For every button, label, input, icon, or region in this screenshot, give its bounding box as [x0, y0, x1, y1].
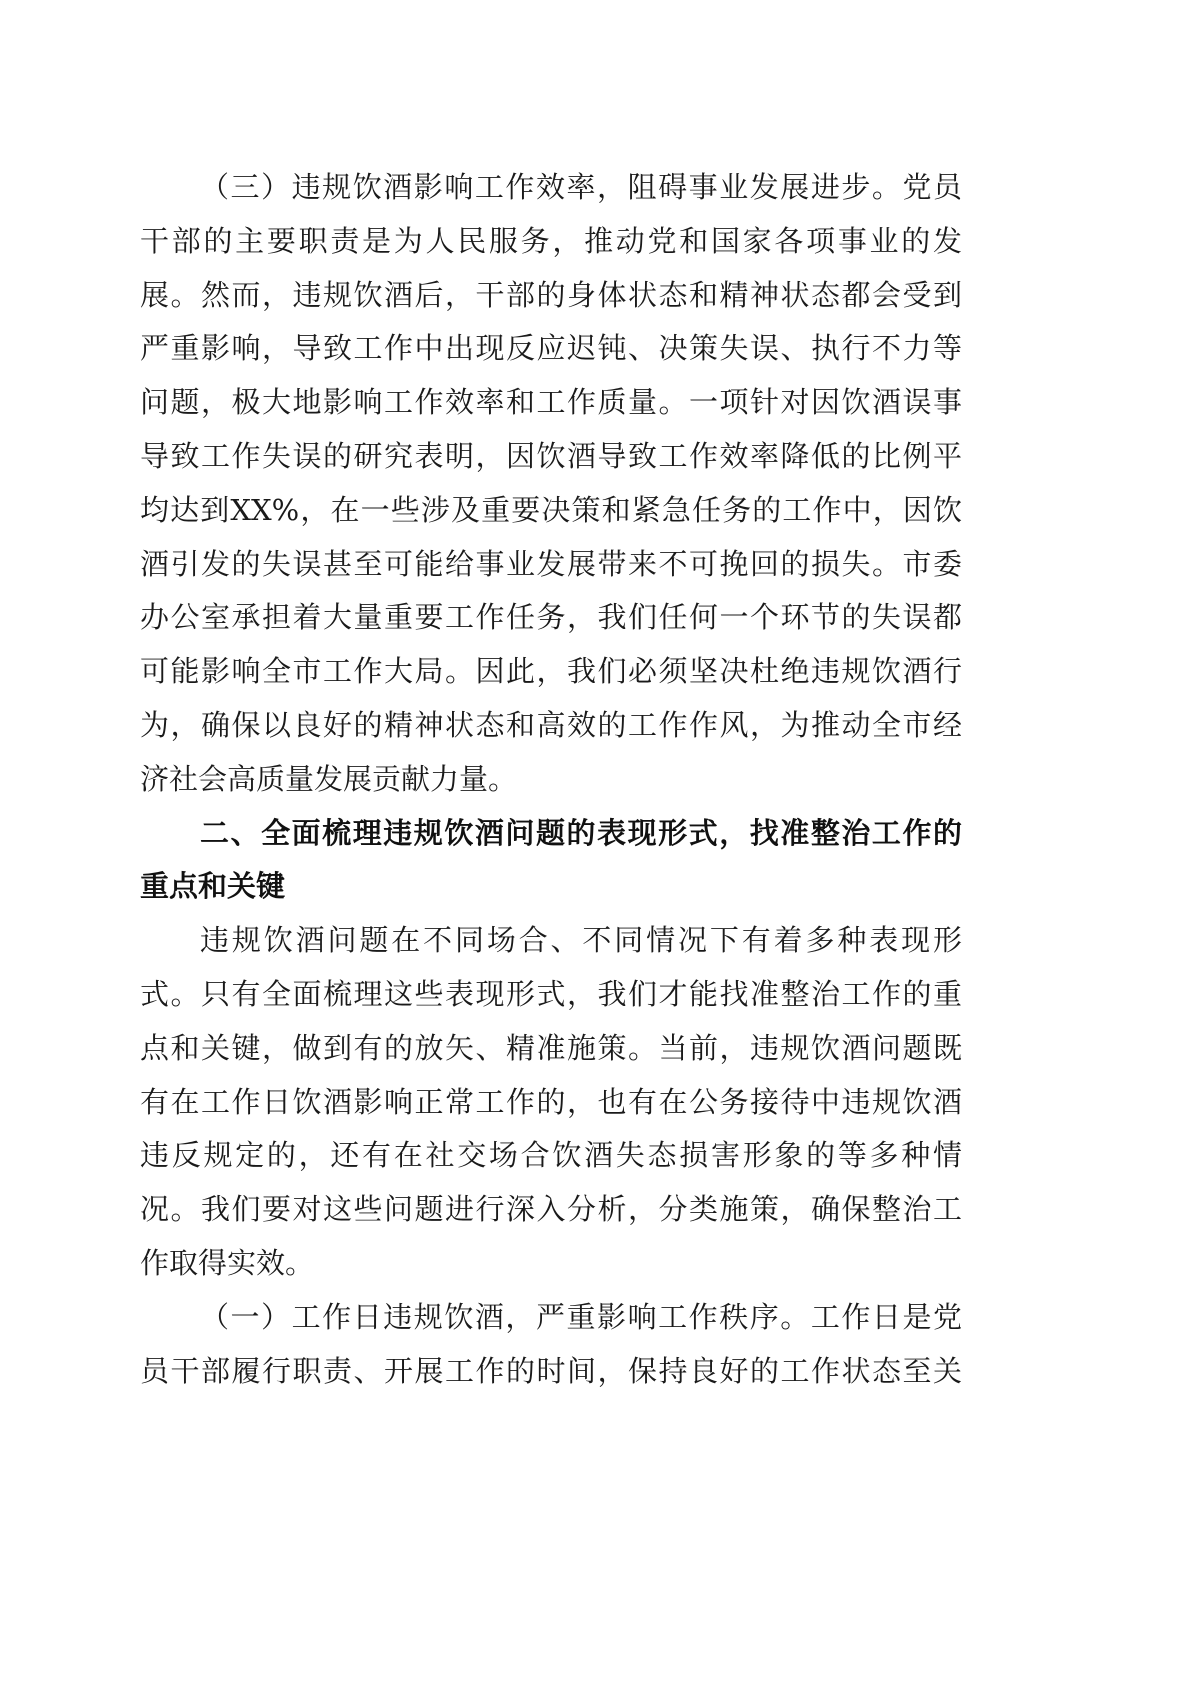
paragraph-forms — [140, 914, 962, 1291]
section-heading — [140, 807, 962, 915]
paragraph-line: 作取得实效。 — [140, 1245, 315, 1280]
paragraph-workday — [140, 1291, 962, 1399]
paragraph-line: 为，确保以良好的精神状态和高效的工作作风，为推动全市经 — [140, 707, 962, 742]
paragraph-line: 干部的主要职责是为人民服务，推动党和国家各项事业的发 — [140, 223, 962, 258]
paragraph-line: 办公室承担着大量重要工作任务，我们任何一个环节的失误都 — [140, 600, 962, 635]
paragraph-line: （一）工作日违规饮酒，严重影响工作秩序。工作日是党 — [200, 1299, 962, 1334]
document-body — [140, 161, 962, 1398]
paragraph-line: 式。只有全面梳理这些表现形式，我们才能找准整治工作的重 — [140, 976, 962, 1011]
paragraph-line: 酒引发的失误甚至可能给事业发展带来不可挽回的损失。市委 — [140, 546, 962, 581]
paragraph-line: 严重影响，导致工作中出现反应迟钝、决策失误、执行不力等 — [140, 331, 962, 366]
paragraph-line: （三）违规饮酒影响工作效率，阻碍事业发展进步。党员 — [200, 170, 962, 204]
paragraph-line: 导致工作失误的研究表明，因饮酒导致工作效率降低的比例平 — [140, 438, 962, 473]
heading-line: 二、全面梳理违规饮酒问题的表现形式，找准整治工作的 — [200, 815, 962, 850]
paragraph-line: 违规饮酒问题在不同场合、不同情况下有着多种表现形 — [200, 923, 962, 958]
paragraph-line: 均达到XX%，在一些涉及重要决策和紧急任务的工作中，因饮 — [140, 492, 962, 527]
paragraph-line: 问题，极大地影响工作效率和工作质量。一项针对因饮酒误事 — [140, 385, 962, 420]
heading-line: 重点和关键 — [140, 869, 286, 904]
paragraph-line: 违反规定的，还有在社交场合饮酒失态损害形象的等多种情 — [140, 1138, 962, 1173]
paragraph-line: 可能影响全市工作大局。因此，我们必须坚决杜绝违规饮酒行 — [140, 654, 962, 689]
paragraph-line: 展。然而，违规饮酒后，干部的身体状态和精神状态都会受到 — [140, 277, 962, 312]
paragraph-line: 点和关键，做到有的放矢、精准施策。当前，违规饮酒问题既 — [140, 1030, 962, 1065]
paragraph-line: 况。我们要对这些问题进行深入分析，分类施策，确保整治工 — [140, 1192, 962, 1227]
paragraph-line: 济社会高质量发展贡献力量。 — [140, 761, 518, 796]
paragraph-efficiency — [140, 161, 962, 807]
paragraph-line: 有在工作日饮酒影响正常工作的，也有在公务接待中违规饮酒 — [140, 1084, 962, 1119]
paragraph-line: 员干部履行职责、开展工作的时间，保持良好的工作状态至关 — [140, 1353, 962, 1388]
